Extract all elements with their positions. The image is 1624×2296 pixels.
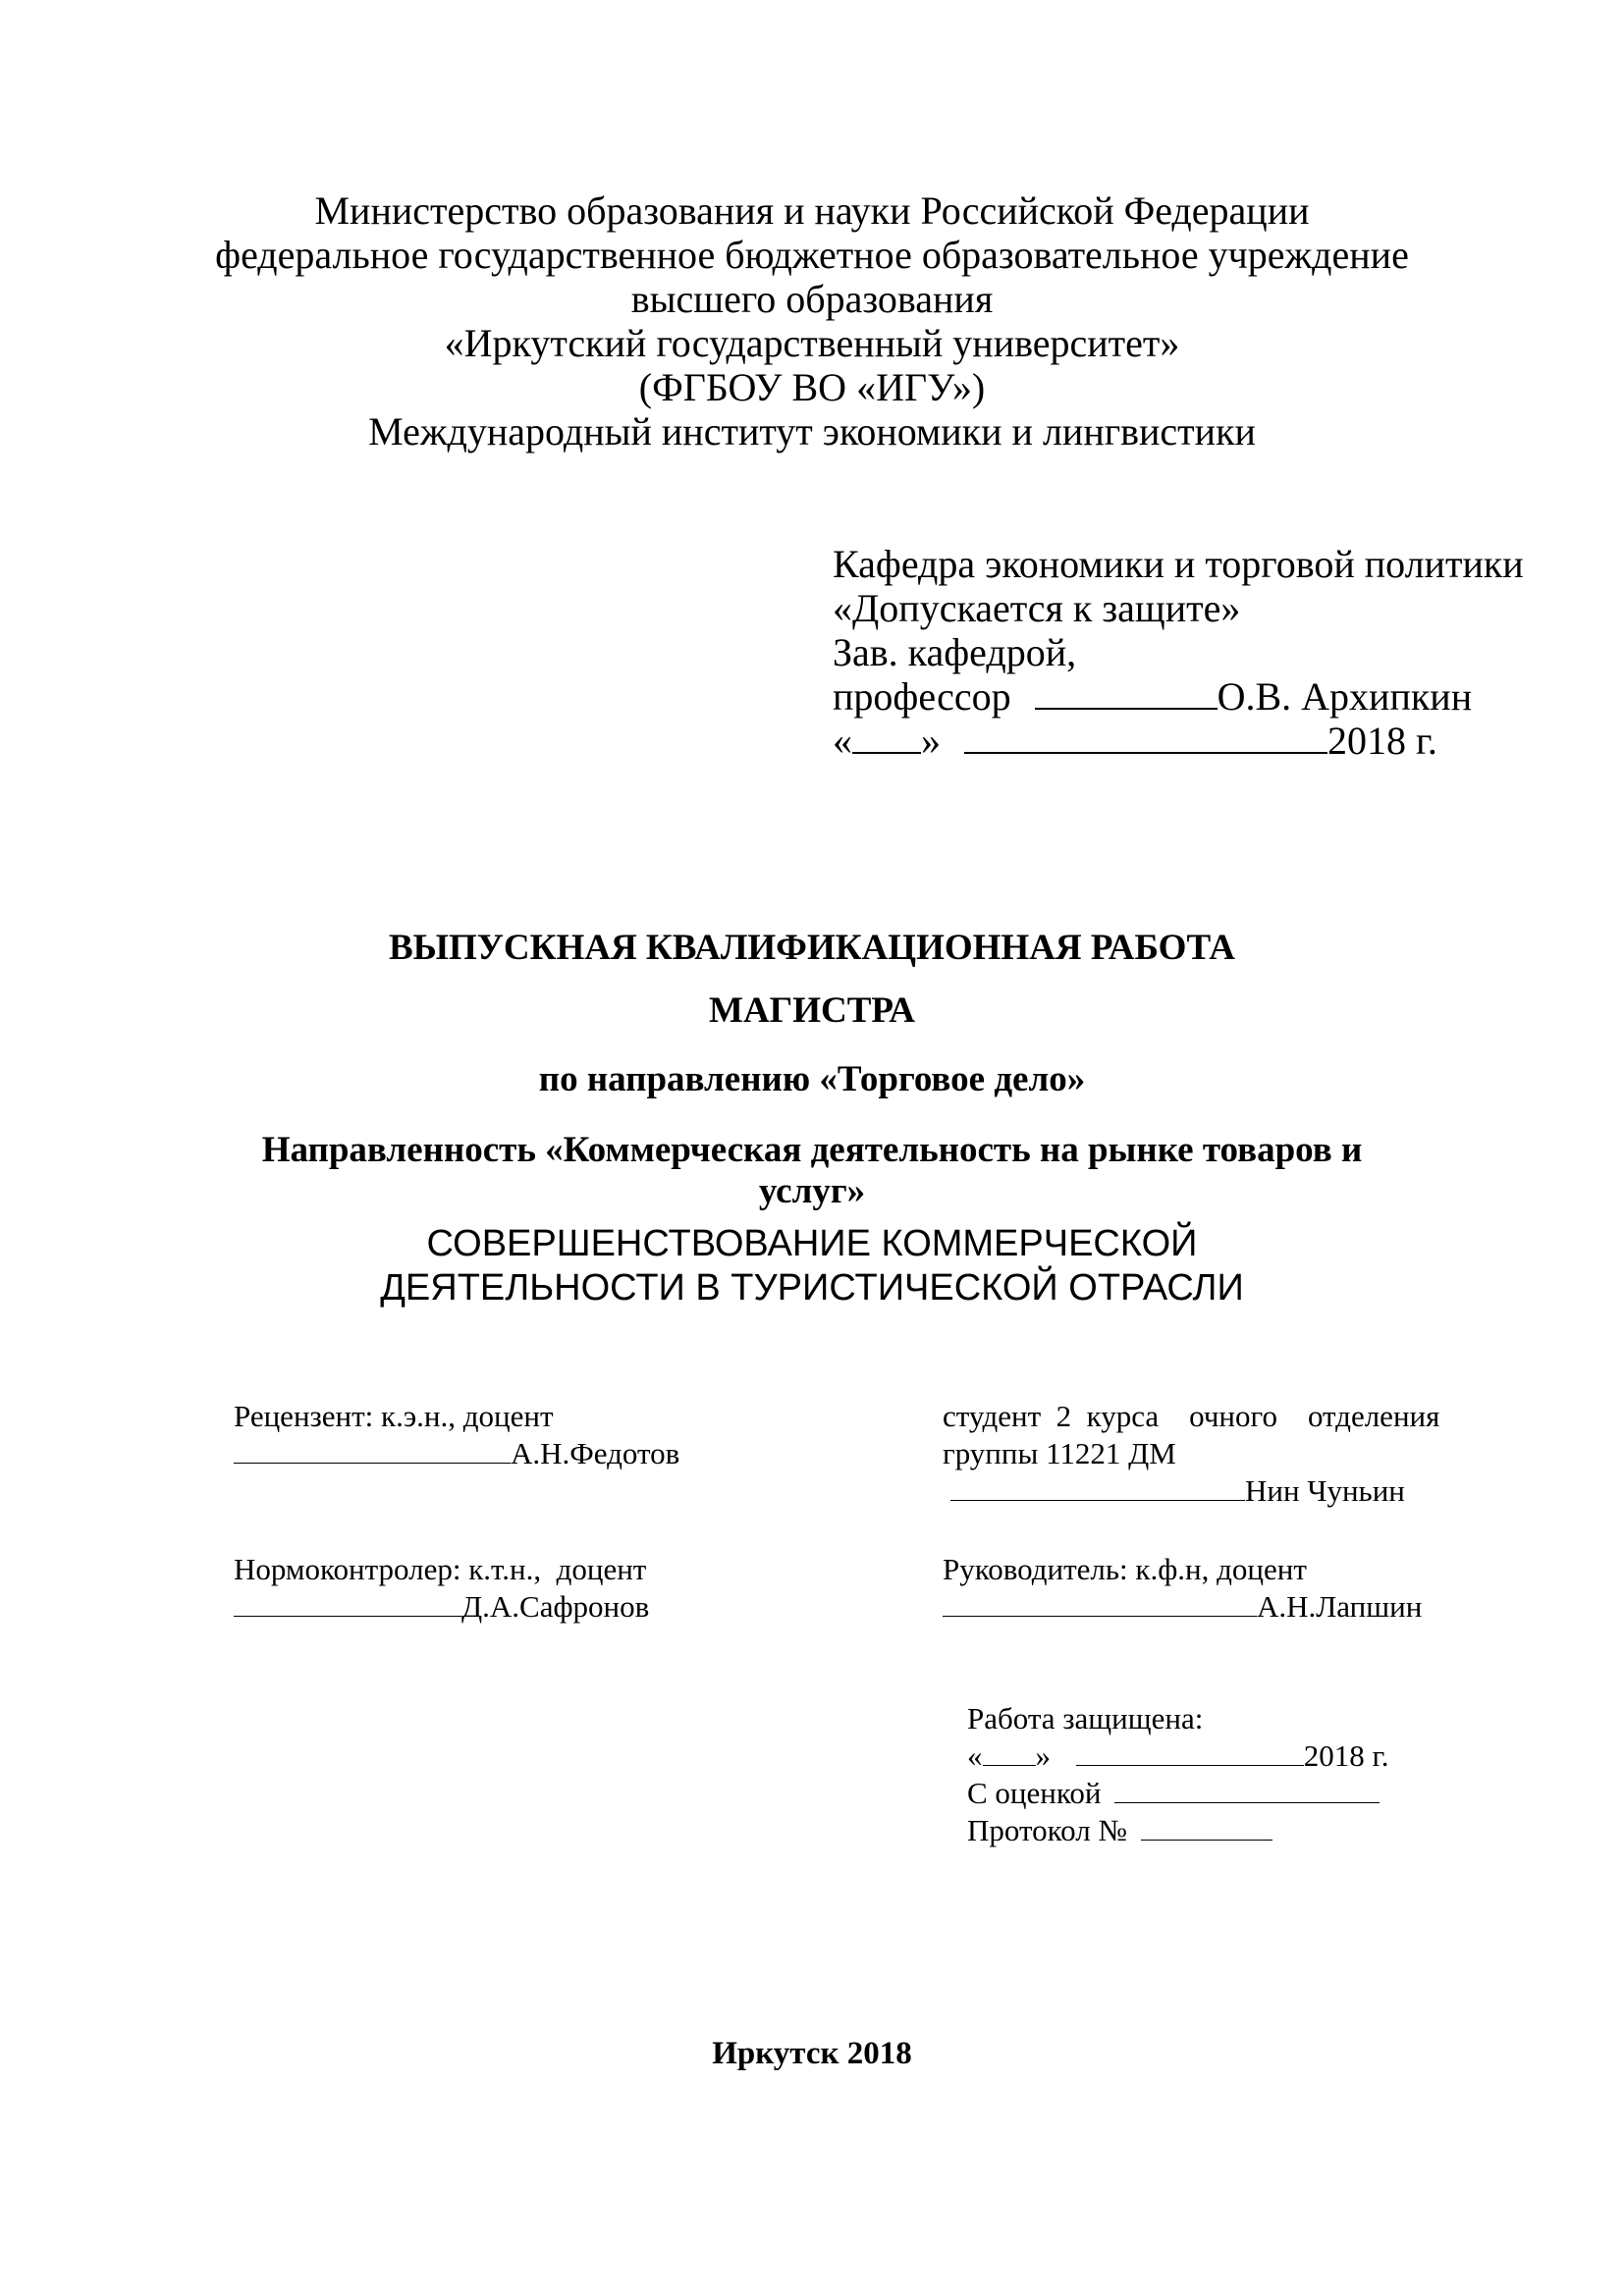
supervisor-block xyxy=(943,1551,1422,1626)
normcontroller-block xyxy=(234,1551,649,1626)
defense-protocol-blank xyxy=(1141,1812,1272,1841)
student-signature-blank xyxy=(950,1472,1245,1501)
defense-block xyxy=(967,1700,1388,1849)
defense-month-blank xyxy=(1076,1737,1304,1766)
education-level-line: высшего образования xyxy=(630,277,994,321)
student-course-line: студент 2 курса очного отделения xyxy=(943,1399,1440,1433)
header xyxy=(0,188,1624,454)
institution-type-line: федеральное государственное бюджетное образовательное учреждение xyxy=(215,233,1409,277)
professor-signature-line xyxy=(833,674,1524,719)
university-abbr-line: (ФГБОУ ВО «ИГУ») xyxy=(638,365,986,409)
normcontroller-label: Нормоконтролер: к.т.н., доцент xyxy=(234,1552,647,1586)
head-line: Зав. кафедрой, xyxy=(833,630,1077,674)
approval-day-blank xyxy=(852,719,921,754)
approval-block xyxy=(833,542,1524,763)
normcontroller-signature-line xyxy=(234,1588,649,1626)
normcontroller-name: Д.А.Сафронов xyxy=(461,1589,650,1624)
defense-date-open-quote: « xyxy=(967,1738,983,1773)
reviewer-block xyxy=(234,1398,679,1472)
degree-line: МАГИСТРА xyxy=(709,990,915,1031)
reviewer-signature-blank xyxy=(234,1435,511,1464)
theme-line-2: ДЕЯТЕЛЬНОСТИ В ТУРИСТИЧЕСКОЙ ОТРАСЛИ xyxy=(380,1267,1244,1308)
defense-date-close-quote: » xyxy=(1035,1738,1051,1773)
defense-grade-label: С оценкой xyxy=(967,1776,1102,1810)
approval-date-line xyxy=(833,719,1524,763)
specialization-line-end: услуг» xyxy=(758,1171,866,1211)
reviewer-label: Рецензент: к.э.н., доцент xyxy=(234,1399,554,1433)
defense-day-blank xyxy=(983,1737,1036,1766)
reviewer-signature-line xyxy=(234,1435,679,1472)
defense-label: Работа защищена: xyxy=(967,1701,1204,1735)
normcontroller-signature-blank xyxy=(234,1588,461,1617)
thesis-theme xyxy=(0,1222,1624,1310)
defense-grade-line xyxy=(967,1775,1388,1812)
direction-line: по направлению «Торговое дело» xyxy=(538,1059,1086,1099)
department-line: Кафедра экономики и торговой политики xyxy=(833,542,1524,586)
defense-date-line xyxy=(967,1737,1388,1775)
student-name: Нин Чуньин xyxy=(1245,1473,1405,1508)
defense-year: 2018 г. xyxy=(1303,1738,1389,1773)
reviewer-name: А.Н.Федотов xyxy=(511,1436,680,1470)
university-name-line: «Иркутский государственный университет» xyxy=(444,321,1180,365)
student-signature-line xyxy=(950,1472,1439,1510)
approval-date-open-quote: « xyxy=(833,719,852,763)
ministry-line: Министерство образования и науки Российской Федерации xyxy=(314,188,1310,233)
professor-name: О.В. Архипкин xyxy=(1217,674,1473,719)
professor-prefix: профессор xyxy=(833,674,1011,719)
specialization-line: Направленность «Коммерческая деятельность на рынке товаров и xyxy=(261,1130,1363,1170)
defense-grade-blank xyxy=(1114,1775,1380,1803)
supervisor-label: Руководитель: к.ф.н, доцент xyxy=(943,1552,1307,1586)
thesis-type-line: ВЫПУСКНАЯ КВАЛИФИКАЦИОННАЯ РАБОТА xyxy=(388,928,1236,968)
institute-line: Международный институт экономики и лингвистики xyxy=(368,409,1256,454)
defense-protocol-line xyxy=(967,1812,1388,1849)
approval-date-close-quote: » xyxy=(921,719,941,763)
professor-signature-blank xyxy=(1035,674,1218,710)
supervisor-name: А.Н.Лапшин xyxy=(1257,1589,1423,1624)
supervisor-signature-line xyxy=(943,1588,1422,1626)
theme-line-1: СОВЕРШЕНСТВОВАНИЕ КОММЕРЧЕСКОЙ xyxy=(426,1223,1198,1264)
approval-month-blank xyxy=(964,719,1327,754)
city-year: Иркутск 2018 xyxy=(712,2036,912,2071)
student-block xyxy=(943,1398,1439,1510)
admitted-line: «Допускается к защите» xyxy=(833,586,1241,630)
supervisor-signature-blank xyxy=(943,1588,1257,1617)
thesis-title-block xyxy=(0,928,1624,1212)
approval-year: 2018 г. xyxy=(1327,719,1437,763)
student-group-line: группы 11221 ДМ xyxy=(943,1436,1176,1470)
defense-protocol-label: Протокол № xyxy=(967,1813,1127,1847)
